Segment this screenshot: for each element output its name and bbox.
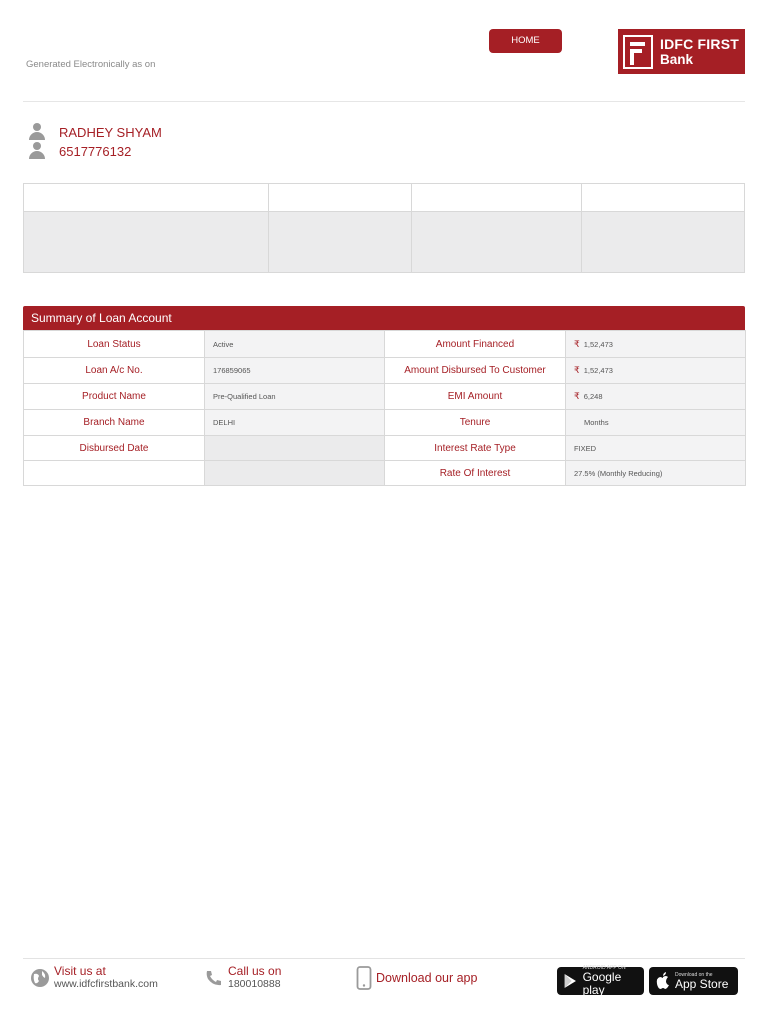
idfc-first-bank-logo[interactable] <box>618 29 745 74</box>
app-store-small-text: Download on the <box>675 971 713 978</box>
amount-financed-value: 1,52,473 <box>583 339 613 349</box>
apple-icon <box>655 972 671 990</box>
google-play-icon <box>563 972 579 990</box>
table-row <box>24 358 746 384</box>
amount-financed-cell <box>566 331 746 358</box>
google-play-small-text: ANDROID APP ON <box>582 965 626 971</box>
loan-summary-title: Summary of Loan Account <box>23 306 745 330</box>
table-row <box>24 410 746 436</box>
empty-value-cell <box>205 461 385 486</box>
tenure-value: Months <box>566 410 746 436</box>
visit-title: Visit us at <box>54 964 106 978</box>
customer-phone: 6517776132 <box>59 143 132 159</box>
phone-icon <box>204 968 224 988</box>
emi-amount-cell <box>566 384 746 410</box>
generated-date-text: Generated Electronically as on <box>26 59 156 70</box>
interest-rate-type-label: Interest Rate Type <box>385 436 566 461</box>
rupee-icon: ₹ <box>574 338 580 349</box>
grid-header-cell <box>269 184 412 211</box>
call-number: 180010888 <box>228 978 281 990</box>
amount-financed-label: Amount Financed <box>385 331 566 358</box>
app-store-badge[interactable] <box>649 967 738 995</box>
product-name-label: Product Name <box>24 384 205 410</box>
rupee-icon: ₹ <box>574 365 580 375</box>
table-row <box>24 461 746 486</box>
loan-account-number-label: Loan A/c No. <box>24 358 205 384</box>
interest-rate-type-value: FIXED <box>566 436 746 461</box>
customer-name-row <box>28 123 162 141</box>
grid-header-cell <box>24 184 269 211</box>
branch-name-value: DELHI <box>205 410 385 436</box>
loan-status-label: Loan Status <box>24 331 205 358</box>
globe-icon <box>30 968 50 988</box>
product-name-value: Pre-Qualified Loan <box>205 384 385 410</box>
header-divider <box>23 101 745 102</box>
account-info-grid <box>23 183 745 273</box>
footer-divider <box>23 958 745 959</box>
google-play-text: Google play <box>582 970 622 997</box>
table-row <box>24 384 746 410</box>
download-app-link[interactable] <box>356 966 477 990</box>
mobile-phone-icon <box>356 966 372 990</box>
disbursed-date-value <box>205 436 385 461</box>
emi-amount-value: 6,248 <box>583 392 603 401</box>
customer-name: RADHEY SHYAM <box>59 124 162 140</box>
amount-disbursed-label: Amount Disbursed To Customer <box>385 358 566 384</box>
rate-of-interest-value: 27.5% (Monthly Reducing) <box>566 461 746 486</box>
tenure-label: Tenure <box>385 410 566 436</box>
grid-value-cell <box>582 212 744 272</box>
rate-of-interest-label: Rate Of Interest <box>385 461 566 486</box>
empty-label-cell <box>24 461 205 486</box>
grid-header-cell <box>412 184 582 211</box>
amount-disbursed-cell <box>566 358 746 384</box>
table-row <box>24 331 746 358</box>
home-button[interactable]: HOME <box>489 29 562 53</box>
download-app-label: Download our app <box>376 970 478 985</box>
user-icon <box>28 123 46 141</box>
customer-phone-row <box>28 142 131 160</box>
loan-summary-table <box>23 330 746 486</box>
bank-logo-icon <box>623 35 653 69</box>
disbursed-date-label: Disbursed Date <box>24 436 205 461</box>
branch-name-label: Branch Name <box>24 410 205 436</box>
emi-amount-label: EMI Amount <box>385 384 566 410</box>
loan-status-value: Active <box>205 331 385 358</box>
visit-website-link[interactable] <box>30 965 158 990</box>
logo-line-1: IDFC FIRST <box>660 35 739 52</box>
grid-value-cell <box>269 212 412 272</box>
grid-header-cell <box>582 184 744 211</box>
call-title: Call us on <box>228 964 282 978</box>
loan-account-number-value: 176859065 <box>205 358 385 384</box>
user-icon <box>28 142 46 160</box>
call-us-link[interactable] <box>204 965 281 990</box>
app-store-text: App Store <box>675 976 729 991</box>
amount-disbursed-value: 1,52,473 <box>583 366 613 375</box>
visit-url: www.idfcfirstbank.com <box>54 978 158 990</box>
grid-value-cell <box>24 212 269 272</box>
logo-line-2: Bank <box>660 51 694 67</box>
table-row <box>24 436 746 461</box>
loan-summary-section <box>23 306 745 486</box>
grid-value-cell <box>412 212 582 272</box>
rupee-icon: ₹ <box>574 391 580 401</box>
google-play-badge[interactable] <box>557 967 644 995</box>
